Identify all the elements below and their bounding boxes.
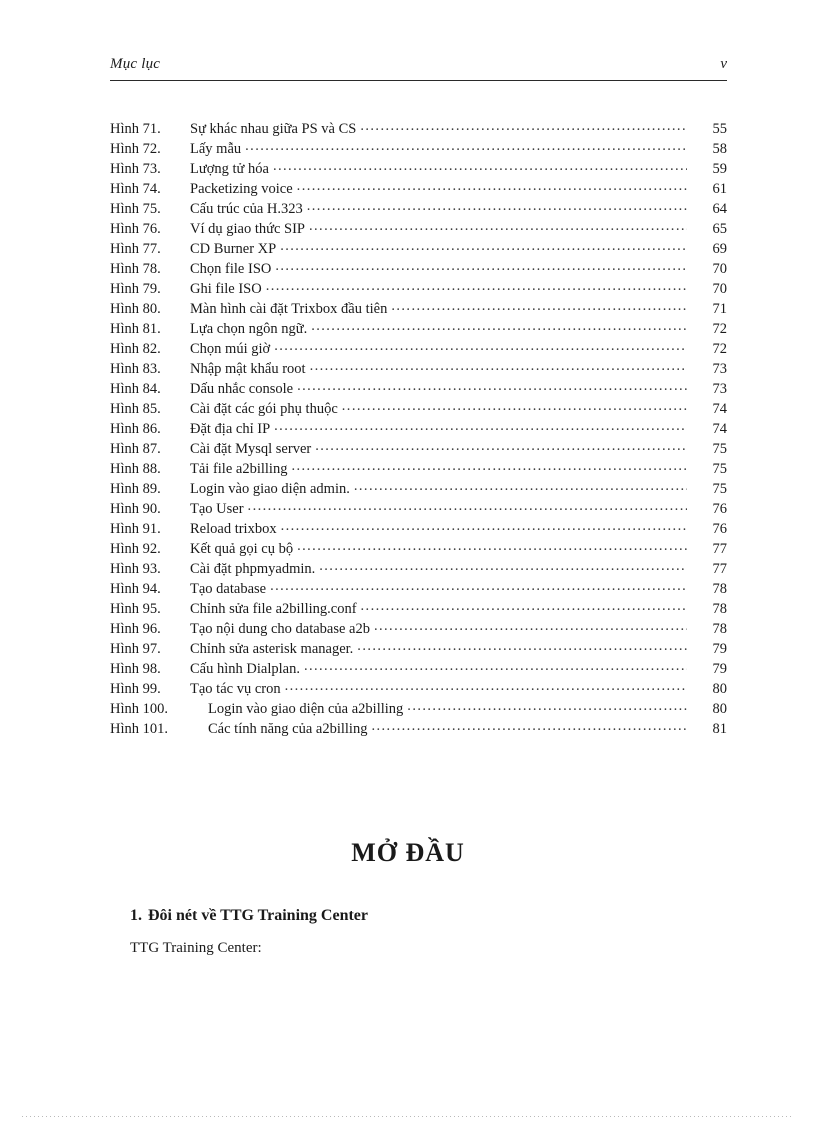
toc-entry-page: 81 (712, 720, 727, 737)
toc-entry[interactable] (110, 638, 727, 658)
toc-entry-page: 78 (712, 600, 727, 617)
toc-entry[interactable] (110, 298, 727, 318)
toc-entry-label: Hình 72. (110, 140, 161, 157)
toc-entry-title: Packetizing voice (190, 180, 293, 197)
toc-entry-page: 70 (712, 280, 727, 297)
toc-leader-dots (307, 198, 687, 213)
toc-entry-page: 71 (712, 300, 727, 317)
toc-entry-title: Sự khác nhau giữa PS và CS (190, 120, 357, 137)
toc-entry[interactable] (110, 678, 727, 698)
page-title: MỞ ĐẦU (351, 838, 465, 867)
toc-entry-title: Lượng tử hóa (190, 160, 269, 177)
toc-entry-title: Tạo User (190, 500, 244, 517)
toc-entry-title: Ví dụ giao thức SIP (190, 220, 305, 237)
toc-entry[interactable] (110, 118, 727, 138)
toc-leader-dots (311, 318, 687, 333)
toc-entry[interactable] (110, 398, 727, 418)
toc-entry-page: 64 (712, 200, 727, 217)
toc-leader-dots (391, 298, 687, 313)
toc-entry[interactable] (110, 598, 727, 618)
toc-leader-dots (309, 218, 687, 233)
toc-leader-dots (304, 658, 687, 673)
toc-leader-dots (245, 138, 687, 153)
toc-entry-title: Tạo database (190, 580, 267, 597)
toc-entry[interactable] (110, 138, 727, 158)
toc-leader-dots (371, 718, 687, 733)
toc-entry-label: Hình 94. (110, 580, 161, 597)
toc-entry[interactable] (110, 258, 727, 278)
toc-entry-title: Chọn múi giờ (190, 340, 271, 357)
toc-entry-page: 55 (712, 120, 727, 137)
toc-leader-dots (357, 638, 687, 653)
toc-leader-dots (361, 598, 687, 613)
toc-entry-label: Hình 92. (110, 540, 161, 557)
toc-entry[interactable] (110, 198, 727, 218)
toc-entry-page: 72 (712, 320, 727, 337)
toc-entry[interactable] (110, 158, 727, 178)
toc-entry[interactable] (110, 658, 727, 678)
toc-entry-label: Hình 91. (110, 520, 161, 537)
body-paragraph: TTG Training Center: (130, 940, 262, 956)
toc-entry[interactable] (110, 718, 727, 738)
toc-entry-title: Cài đặt phpmyadmin. (190, 560, 316, 577)
toc-entry-page: 77 (712, 560, 727, 577)
toc-entry[interactable] (110, 558, 727, 578)
toc-entry-label: Hình 98. (110, 660, 161, 677)
toc-entry-title: Login vào giao diện admin. (190, 480, 350, 497)
toc-entry-page: 77 (712, 540, 727, 557)
section-number: 1. (130, 907, 142, 924)
toc-entry-page: 78 (712, 620, 727, 637)
toc-entry-page: 74 (712, 420, 727, 437)
toc-leader-dots (275, 258, 687, 273)
toc-leader-dots (266, 278, 687, 293)
toc-leader-dots (291, 458, 687, 473)
toc-entry-label: Hình 100. (110, 700, 168, 717)
toc-entry[interactable] (110, 538, 727, 558)
toc-entry-title: Reload trixbox (190, 520, 277, 537)
toc-entry-title: Cài đặt Mysql server (190, 440, 312, 457)
toc-entry-label: Hình 81. (110, 320, 161, 337)
toc-entry[interactable] (110, 358, 727, 378)
scan-artifact-line (22, 1116, 794, 1117)
toc-entry-label: Hình 84. (110, 380, 161, 397)
toc-entry-page: 76 (712, 500, 727, 517)
toc-entry[interactable] (110, 178, 727, 198)
toc-leader-dots (342, 398, 687, 413)
toc-entry-label: Hình 93. (110, 560, 161, 577)
toc-entry-label: Hình 76. (110, 220, 161, 237)
toc-entry[interactable] (110, 618, 727, 638)
toc-entry[interactable] (110, 698, 727, 718)
toc-entry-label: Hình 82. (110, 340, 161, 357)
toc-entry-label: Hình 90. (110, 500, 161, 517)
toc-leader-dots (374, 618, 687, 633)
toc-entry-label: Hình 73. (110, 160, 161, 177)
toc-leader-dots (297, 378, 687, 393)
toc-entry-label: Hình 89. (110, 480, 161, 497)
toc-entry-page: 73 (712, 380, 727, 397)
toc-entry-page: 78 (712, 580, 727, 597)
toc-leader-dots (315, 438, 687, 453)
toc-entry-page: 80 (712, 680, 727, 697)
toc-leader-dots (274, 418, 687, 433)
header-title: Mục lục (110, 56, 161, 72)
table-of-contents (110, 118, 727, 738)
toc-entry-label: Hình 74. (110, 180, 161, 197)
toc-leader-dots (360, 118, 687, 133)
toc-entry-title: Tạo tác vụ cron (190, 680, 281, 697)
toc-entry-label: Hình 99. (110, 680, 161, 697)
toc-entry-title: Cấu trúc của H.323 (190, 200, 303, 217)
toc-entry[interactable] (110, 478, 727, 498)
toc-entry-label: Hình 77. (110, 240, 161, 257)
toc-entry-title: Cấu hình Dialplan. (190, 660, 300, 677)
toc-entry-title: Chỉnh sửa file a2billing.conf (190, 600, 357, 617)
toc-entry[interactable] (110, 218, 727, 238)
toc-entry[interactable] (110, 318, 727, 338)
toc-entry[interactable] (110, 238, 727, 258)
toc-entry-page: 72 (712, 340, 727, 357)
toc-entry-page: 65 (712, 220, 727, 237)
toc-entry-title: Màn hình cài đặt Trixbox đầu tiên (190, 300, 388, 317)
toc-entry-title: Ghi file ISO (190, 280, 262, 297)
toc-entry-label: Hình 79. (110, 280, 161, 297)
section-title: Đôi nét về TTG Training Center (148, 907, 368, 924)
toc-leader-dots (319, 558, 687, 573)
toc-entry[interactable] (110, 498, 727, 518)
toc-entry-page: 74 (712, 400, 727, 417)
toc-entry[interactable] (110, 378, 727, 398)
toc-leader-dots (297, 178, 687, 193)
toc-entry[interactable] (110, 578, 727, 598)
toc-entry-title: Cài đặt các gói phụ thuộc (190, 400, 338, 417)
toc-entry-title: Đặt địa chỉ IP (190, 420, 271, 437)
toc-entry-title: Kết quả gọi cụ bộ (190, 540, 294, 557)
toc-entry-label: Hình 75. (110, 200, 161, 217)
running-header (110, 56, 727, 84)
toc-entry-label: Hình 95. (110, 600, 161, 617)
toc-entry-page: 59 (712, 160, 727, 177)
toc-entry-title: Lấy mẫu (190, 140, 242, 157)
toc-entry[interactable] (110, 278, 727, 298)
toc-entry-title: Nhập mật khẩu root (190, 360, 306, 377)
toc-entry-label: Hình 83. (110, 360, 161, 377)
toc-entry-label: Hình 97. (110, 640, 161, 657)
toc-entry-title: Login vào giao diện của a2billing (208, 700, 404, 717)
toc-entry-page: 58 (712, 140, 727, 157)
toc-leader-dots (354, 478, 687, 493)
page-folio: v (720, 56, 727, 72)
toc-entry-title: Dấu nhắc console (190, 380, 294, 397)
toc-leader-dots (270, 578, 687, 593)
toc-leader-dots (310, 358, 687, 373)
toc-entry-page: 75 (712, 480, 727, 497)
toc-entry-page: 69 (712, 240, 727, 257)
toc-entry[interactable] (110, 518, 727, 538)
toc-entry-page: 61 (712, 180, 727, 197)
toc-entry-title: Chọn file ISO (190, 260, 272, 277)
toc-leader-dots (281, 518, 687, 533)
toc-leader-dots (248, 498, 687, 513)
toc-entry-page: 75 (712, 440, 727, 457)
toc-entry-label: Hình 80. (110, 300, 161, 317)
toc-entry-title: Tải file a2billing (190, 460, 288, 477)
toc-entry[interactable] (110, 458, 727, 478)
toc-entry-label: Hình 87. (110, 440, 161, 457)
toc-entry-title: Chỉnh sửa asterisk manager. (190, 640, 354, 657)
toc-entry-page: 79 (712, 660, 727, 677)
toc-leader-dots (273, 158, 687, 173)
toc-entry-page: 79 (712, 640, 727, 657)
toc-entry-label: Hình 71. (110, 120, 161, 137)
toc-entry-page: 75 (712, 460, 727, 477)
toc-leader-dots (280, 238, 687, 253)
toc-entry-page: 73 (712, 360, 727, 377)
header-rule (110, 80, 727, 81)
toc-entry-label: Hình 88. (110, 460, 161, 477)
toc-leader-dots (285, 678, 687, 693)
toc-entry-title: CD Burner XP (190, 240, 277, 257)
section-heading (130, 907, 368, 925)
toc-leader-dots (274, 338, 687, 353)
toc-entry-label: Hình 78. (110, 260, 161, 277)
toc-entry-label: Hình 101. (110, 720, 168, 737)
toc-entry-title: Tạo nội dung cho database a2b (190, 620, 370, 637)
toc-entry-page: 76 (712, 520, 727, 537)
toc-entry-label: Hình 86. (110, 420, 161, 437)
toc-entry-page: 70 (712, 260, 727, 277)
toc-entry-page: 80 (712, 700, 727, 717)
toc-entry[interactable] (110, 338, 727, 358)
toc-entry-title: Các tính năng của a2billing (208, 720, 368, 737)
toc-entry-label: Hình 85. (110, 400, 161, 417)
toc-entry[interactable] (110, 418, 727, 438)
toc-leader-dots (407, 698, 687, 713)
toc-entry-label: Hình 96. (110, 620, 161, 637)
toc-entry-title: Lựa chọn ngôn ngữ. (190, 320, 308, 337)
toc-leader-dots (297, 538, 687, 553)
toc-entry[interactable] (110, 438, 727, 458)
